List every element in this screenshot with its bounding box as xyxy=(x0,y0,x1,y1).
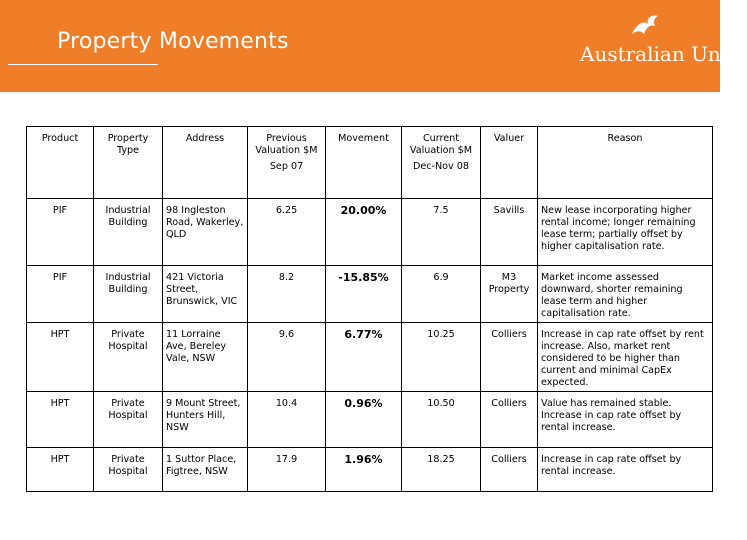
cell-property-type: Private Hospital xyxy=(94,323,163,392)
cell-current-valuation: 7.5 xyxy=(402,199,481,266)
table-row xyxy=(27,392,713,448)
bird-logo-icon xyxy=(626,12,664,42)
cell-current-valuation: 6.9 xyxy=(402,266,481,323)
cell-address: 9 Mount Street, Hunters Hill, NSW xyxy=(163,392,248,448)
table-row xyxy=(27,323,713,392)
cell-previous-valuation: 8.2 xyxy=(248,266,326,323)
cell-reason: Increase in cap rate offset by rental increase. xyxy=(538,448,713,492)
cell-valuer: M3 Property xyxy=(481,266,538,323)
header-current-valuation-date: Dec-Nov 08 xyxy=(412,161,469,172)
header-reason: Reason xyxy=(538,127,713,199)
header-property-type: Property Type xyxy=(94,127,163,199)
table-header-row xyxy=(27,127,713,199)
table-row xyxy=(27,266,713,323)
cell-reason: Market income assessed downward, shorter remaining lease term and higher capitalisation rate. xyxy=(538,266,713,323)
cell-product: HPT xyxy=(27,323,94,392)
cell-previous-valuation: 10.4 xyxy=(248,392,326,448)
logo-text: Australian Unity xyxy=(580,42,747,66)
cell-reason: New lease incorporating higher rental income; longer remaining lease term; partially offset by higher capitalisation rate. xyxy=(538,199,713,266)
cell-previous-valuation: 17.9 xyxy=(248,448,326,492)
cell-valuer: Savills xyxy=(481,199,538,266)
cell-address: 1 Suttor Place, Figtree, NSW xyxy=(163,448,248,492)
cell-movement: 1.96% xyxy=(326,448,402,492)
cell-previous-valuation: 6.25 xyxy=(248,199,326,266)
header-movement: Movement xyxy=(326,127,402,199)
page-title: Property Movements xyxy=(57,29,289,54)
cell-current-valuation: 10.50 xyxy=(402,392,481,448)
cell-reason: Value has remained stable. Increase in cap rate offset by rental increase. xyxy=(538,392,713,448)
cell-movement: 0.96% xyxy=(326,392,402,448)
cell-current-valuation: 18.25 xyxy=(402,448,481,492)
cell-address: 98 Ingleston Road, Wakerley, QLD xyxy=(163,199,248,266)
cell-property-type: Industrial Building xyxy=(94,266,163,323)
header-product: Product xyxy=(27,127,94,199)
table-row xyxy=(27,199,713,266)
cell-product: HPT xyxy=(27,392,94,448)
cell-property-type: Industrial Building xyxy=(94,199,163,266)
title-underline xyxy=(8,64,158,65)
cell-address: 11 Lorraine Ave, Bereley Vale, NSW xyxy=(163,323,248,392)
cell-valuer: Colliers xyxy=(481,323,538,392)
cell-address: 421 Victoria Street, Brunswick, VIC xyxy=(163,266,248,323)
cell-previous-valuation: 9.6 xyxy=(248,323,326,392)
header-previous-valuation xyxy=(248,127,326,199)
header-current-valuation xyxy=(402,127,481,199)
header-previous-valuation-label: Previous Valuation $M xyxy=(255,133,318,156)
cell-movement: 20.00% xyxy=(326,199,402,266)
cell-valuer: Colliers xyxy=(481,448,538,492)
header-banner xyxy=(0,0,747,92)
header-address: Address xyxy=(163,127,248,199)
cell-product: PIF xyxy=(27,266,94,323)
property-movements-table xyxy=(26,126,713,492)
cell-movement: 6.77% xyxy=(326,323,402,392)
cell-reason: Increase in cap rate offset by rent increase. Also, market rent considered to be higher than current and minimal CapEx expected. xyxy=(538,323,713,392)
header-previous-valuation-date: Sep 07 xyxy=(269,161,304,172)
cell-property-type: Private Hospital xyxy=(94,392,163,448)
cell-product: PIF xyxy=(27,199,94,266)
table-row xyxy=(27,448,713,492)
cell-valuer: Colliers xyxy=(481,392,538,448)
header-valuer: Valuer xyxy=(481,127,538,199)
cell-current-valuation: 10.25 xyxy=(402,323,481,392)
cell-product: HPT xyxy=(27,448,94,492)
header-current-valuation-label: Current Valuation $M xyxy=(409,133,473,156)
company-logo xyxy=(580,12,747,72)
cell-movement: -15.85% xyxy=(326,266,402,323)
cell-property-type: Private Hospital xyxy=(94,448,163,492)
